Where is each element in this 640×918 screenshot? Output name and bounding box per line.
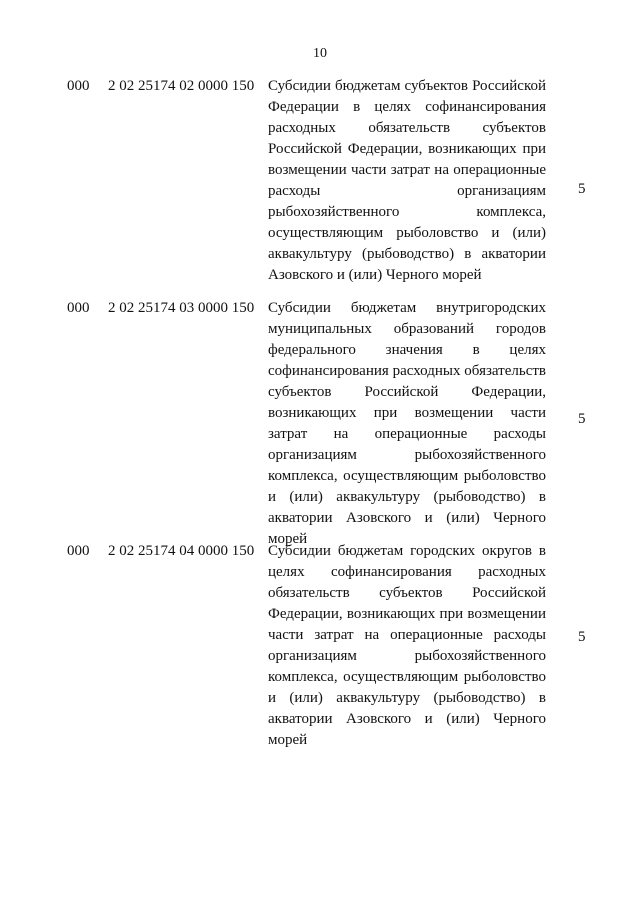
revenue-name: Субсидии бюджетам городских округов в целях софинансирования расходных обязательств субъектов Российской Федерации, возникающих при возмещении части затрат на операционные расходы организациям рыбохозяйственного комплекса, осуществляющим рыболовство и (или) аквакультуру (рыбоводство) в акватории Азовского и (или) Черного морей [268,543,546,748]
rate-value: 5 [578,181,586,197]
admin-code: 000 [67,78,90,94]
rate-value: 5 [578,411,586,427]
budget-classification-code: 2 02 25174 03 0000 150 [108,300,255,316]
revenue-name: Субсидии бюджетам внутригородских муниципальных образований городов федерального значения в целях софинансирования расходных обязательств субъектов Российской Федерации, возникающих при возмещении части затрат на операционные расходы организациям рыбохозяйственного комплекса, осуществляющим рыболовство и (или) аквакультуру (рыбоводство) в акватории Азовского и (или) Черного морей [268,300,546,547]
budget-classification-code: 2 02 25174 02 0000 150 [108,78,255,94]
admin-code: 000 [67,543,90,559]
rate-value: 5 [578,629,586,645]
budget-classification-code: 2 02 25174 04 0000 150 [108,543,255,559]
admin-code: 000 [67,300,90,316]
revenue-name: Субсидии бюджетам субъектов Российской Федерации в целях софинансирования расходных обязательств субъектов Российской Федерации, возникающих при возмещении части затрат на операционные расходы организациям рыбохозяйственного комплекса, осуществляющим рыболовство и (или) аквакультуру (рыбоводство) в акватории Азовского и (или) Черного морей [268,78,546,283]
page-number: 10 [313,46,327,61]
